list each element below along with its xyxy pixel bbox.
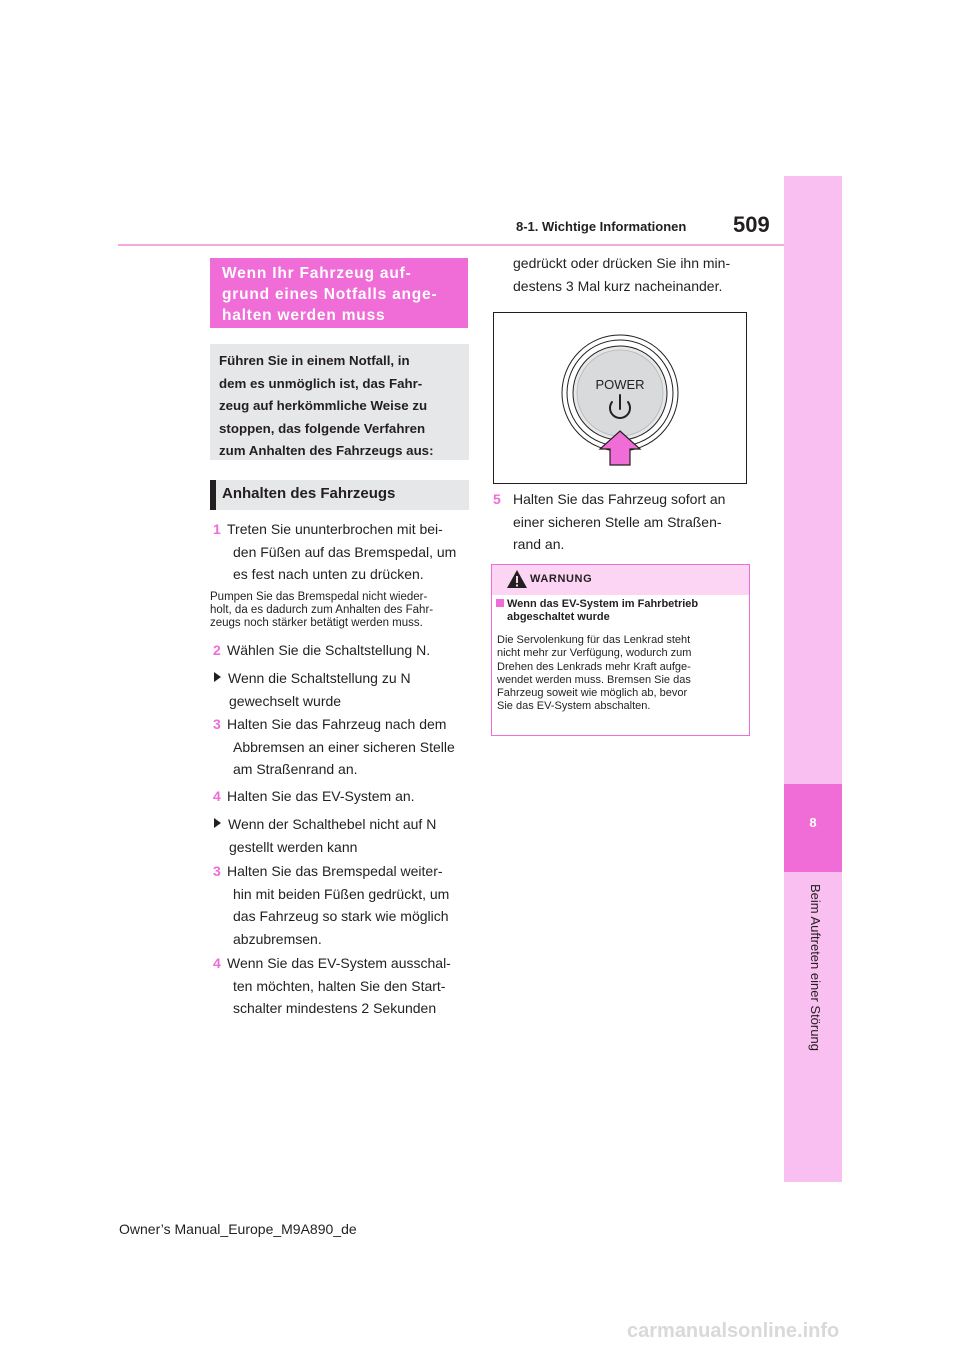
- warning-body-line: Die Servolenkung für das Lenkrad steht: [497, 634, 691, 646]
- warning-body-line: Fahrzeug soweit wie möglich ab, bevor: [497, 687, 688, 700]
- intro-box: [210, 344, 469, 460]
- note-line: holt, da es dadurch zum Anhalten des Fahr-: [210, 604, 434, 616]
- case-text: Wenn die Schaltstellung zu N: [228, 670, 411, 686]
- chapter-title: Beim Auftreten einer Störung: [808, 884, 823, 1051]
- heading-line: grund eines Notfalls ange-: [222, 286, 438, 303]
- case-text: Wenn der Schalthebel nicht auf N: [228, 816, 437, 832]
- step-text: destens 3 Mal kurz nacheinander.: [513, 277, 723, 294]
- step-text: Abbremsen an einer sicheren Stelle: [233, 738, 455, 755]
- step-text: Halten Sie das Fahrzeug sofort an: [513, 491, 726, 507]
- power-switch-figure: [493, 312, 747, 484]
- step-4b-continued: [513, 252, 771, 297]
- warning-subtitle-line: abgeschaltet wurde: [507, 611, 610, 623]
- step-text: Halten Sie das Fahrzeug nach dem: [227, 716, 447, 732]
- step-number: 4: [213, 788, 221, 804]
- step-text: rand an.: [513, 536, 565, 552]
- step-text: gedrückt oder drücken Sie ihn min-: [513, 255, 731, 271]
- power-button-illustration: [494, 313, 746, 483]
- case-lever-not-n: [214, 813, 472, 858]
- intro-line: stoppen, das folgende Verfahren: [219, 420, 426, 436]
- step-text: hin mit beiden Füßen gedrückt, um: [233, 885, 450, 902]
- triangle-bullet-icon: [214, 818, 221, 828]
- step-number: 3: [213, 863, 221, 879]
- warning-body-line: Sie das EV-System abschalten.: [497, 700, 651, 713]
- warning-body-line: Drehen des Lenkrads mehr Kraft aufge-: [497, 660, 691, 673]
- header-rule: [118, 244, 786, 246]
- warning-body: [497, 634, 743, 714]
- step-text: Treten Sie ununterbrochen mit bei-: [227, 521, 443, 537]
- step-text: das Fahrzeug so stark wie möglich: [233, 908, 449, 924]
- warning-body-line: wendet werden muss. Bremsen Sie das: [497, 673, 691, 686]
- intro-line: zum Anhalten des Fahrzeugs aus:: [219, 443, 434, 458]
- step-4b: [213, 952, 471, 1020]
- step-1: [213, 518, 471, 586]
- step-text: einer sicheren Stelle am Straßen-: [513, 513, 722, 530]
- step-text: es fest nach unten zu drücken.: [233, 566, 424, 582]
- triangle-bullet-icon: [214, 672, 221, 682]
- step-text: abzubremsen.: [233, 930, 322, 947]
- step-2: [213, 639, 471, 662]
- step-text: ten möchten, halten Sie den Start-: [233, 977, 446, 994]
- warning-title: WARNUNG: [530, 573, 593, 585]
- brake-note: [210, 591, 472, 630]
- case-shift-n: [214, 667, 472, 712]
- intro-line: dem es unmöglich ist, das Fahr-: [219, 375, 423, 391]
- step-text: Wählen Sie die Schaltstellung N.: [227, 642, 431, 658]
- step-number: 5: [493, 491, 501, 507]
- power-label: POWER: [595, 377, 645, 392]
- section-title: 8-1. Wichtige Informationen: [516, 219, 687, 234]
- step-number: 2: [213, 642, 221, 658]
- step-3a: [213, 713, 471, 781]
- intro-line: zeug auf herkömmliche Weise zu: [219, 398, 428, 413]
- step-number: 1: [213, 521, 221, 537]
- intro-line: Führen Sie in einem Notfall, in: [219, 353, 410, 368]
- step-text: den Füßen auf das Bremspedal, um: [233, 543, 457, 560]
- warning-subtitle: [496, 598, 744, 624]
- chapter-number: 8: [809, 815, 817, 830]
- step-5: [493, 488, 751, 556]
- watermark: carmanualsonline.info: [627, 1320, 840, 1342]
- heading-line: halten werden muss: [222, 307, 386, 324]
- warning-body-line: nicht mehr zur Verfügung, wodurch zum: [497, 647, 692, 660]
- step-number: 4: [213, 955, 221, 971]
- warning-triangle-icon: [506, 569, 528, 589]
- square-bullet-icon: [496, 599, 504, 607]
- subheading-bar: [210, 480, 216, 510]
- step-text: am Straßenrand an.: [233, 761, 358, 777]
- step-text: Halten Sie das EV-System an.: [227, 788, 415, 804]
- page-number: 509: [733, 212, 770, 237]
- emergency-heading: [210, 258, 468, 328]
- warning-subtitle-line: Wenn das EV-System im Fahrbetrieb: [507, 598, 699, 610]
- subheading-title: Anhalten des Fahrzeugs: [222, 485, 396, 502]
- step-text: Wenn Sie das EV-System ausschal-: [227, 955, 451, 971]
- step-4a: [213, 785, 471, 808]
- step-number: 3: [213, 716, 221, 732]
- case-text: gewechselt wurde: [229, 692, 342, 709]
- step-3b: [213, 860, 471, 950]
- step-text: schalter mindestens 2 Sekunden: [233, 1000, 437, 1016]
- note-line: zeugs noch stärker betätigt werden muss.: [210, 617, 423, 629]
- footer-text: Owner’s Manual_Europe_M9A890_de: [119, 1221, 357, 1237]
- note-line: Pumpen Sie das Bremspedal nicht wieder-: [210, 591, 428, 603]
- step-text: Halten Sie das Bremspedal weiter-: [227, 863, 443, 879]
- heading-line: Wenn Ihr Fahrzeug auf-: [222, 265, 412, 282]
- case-text: gestellt werden kann: [229, 838, 358, 855]
